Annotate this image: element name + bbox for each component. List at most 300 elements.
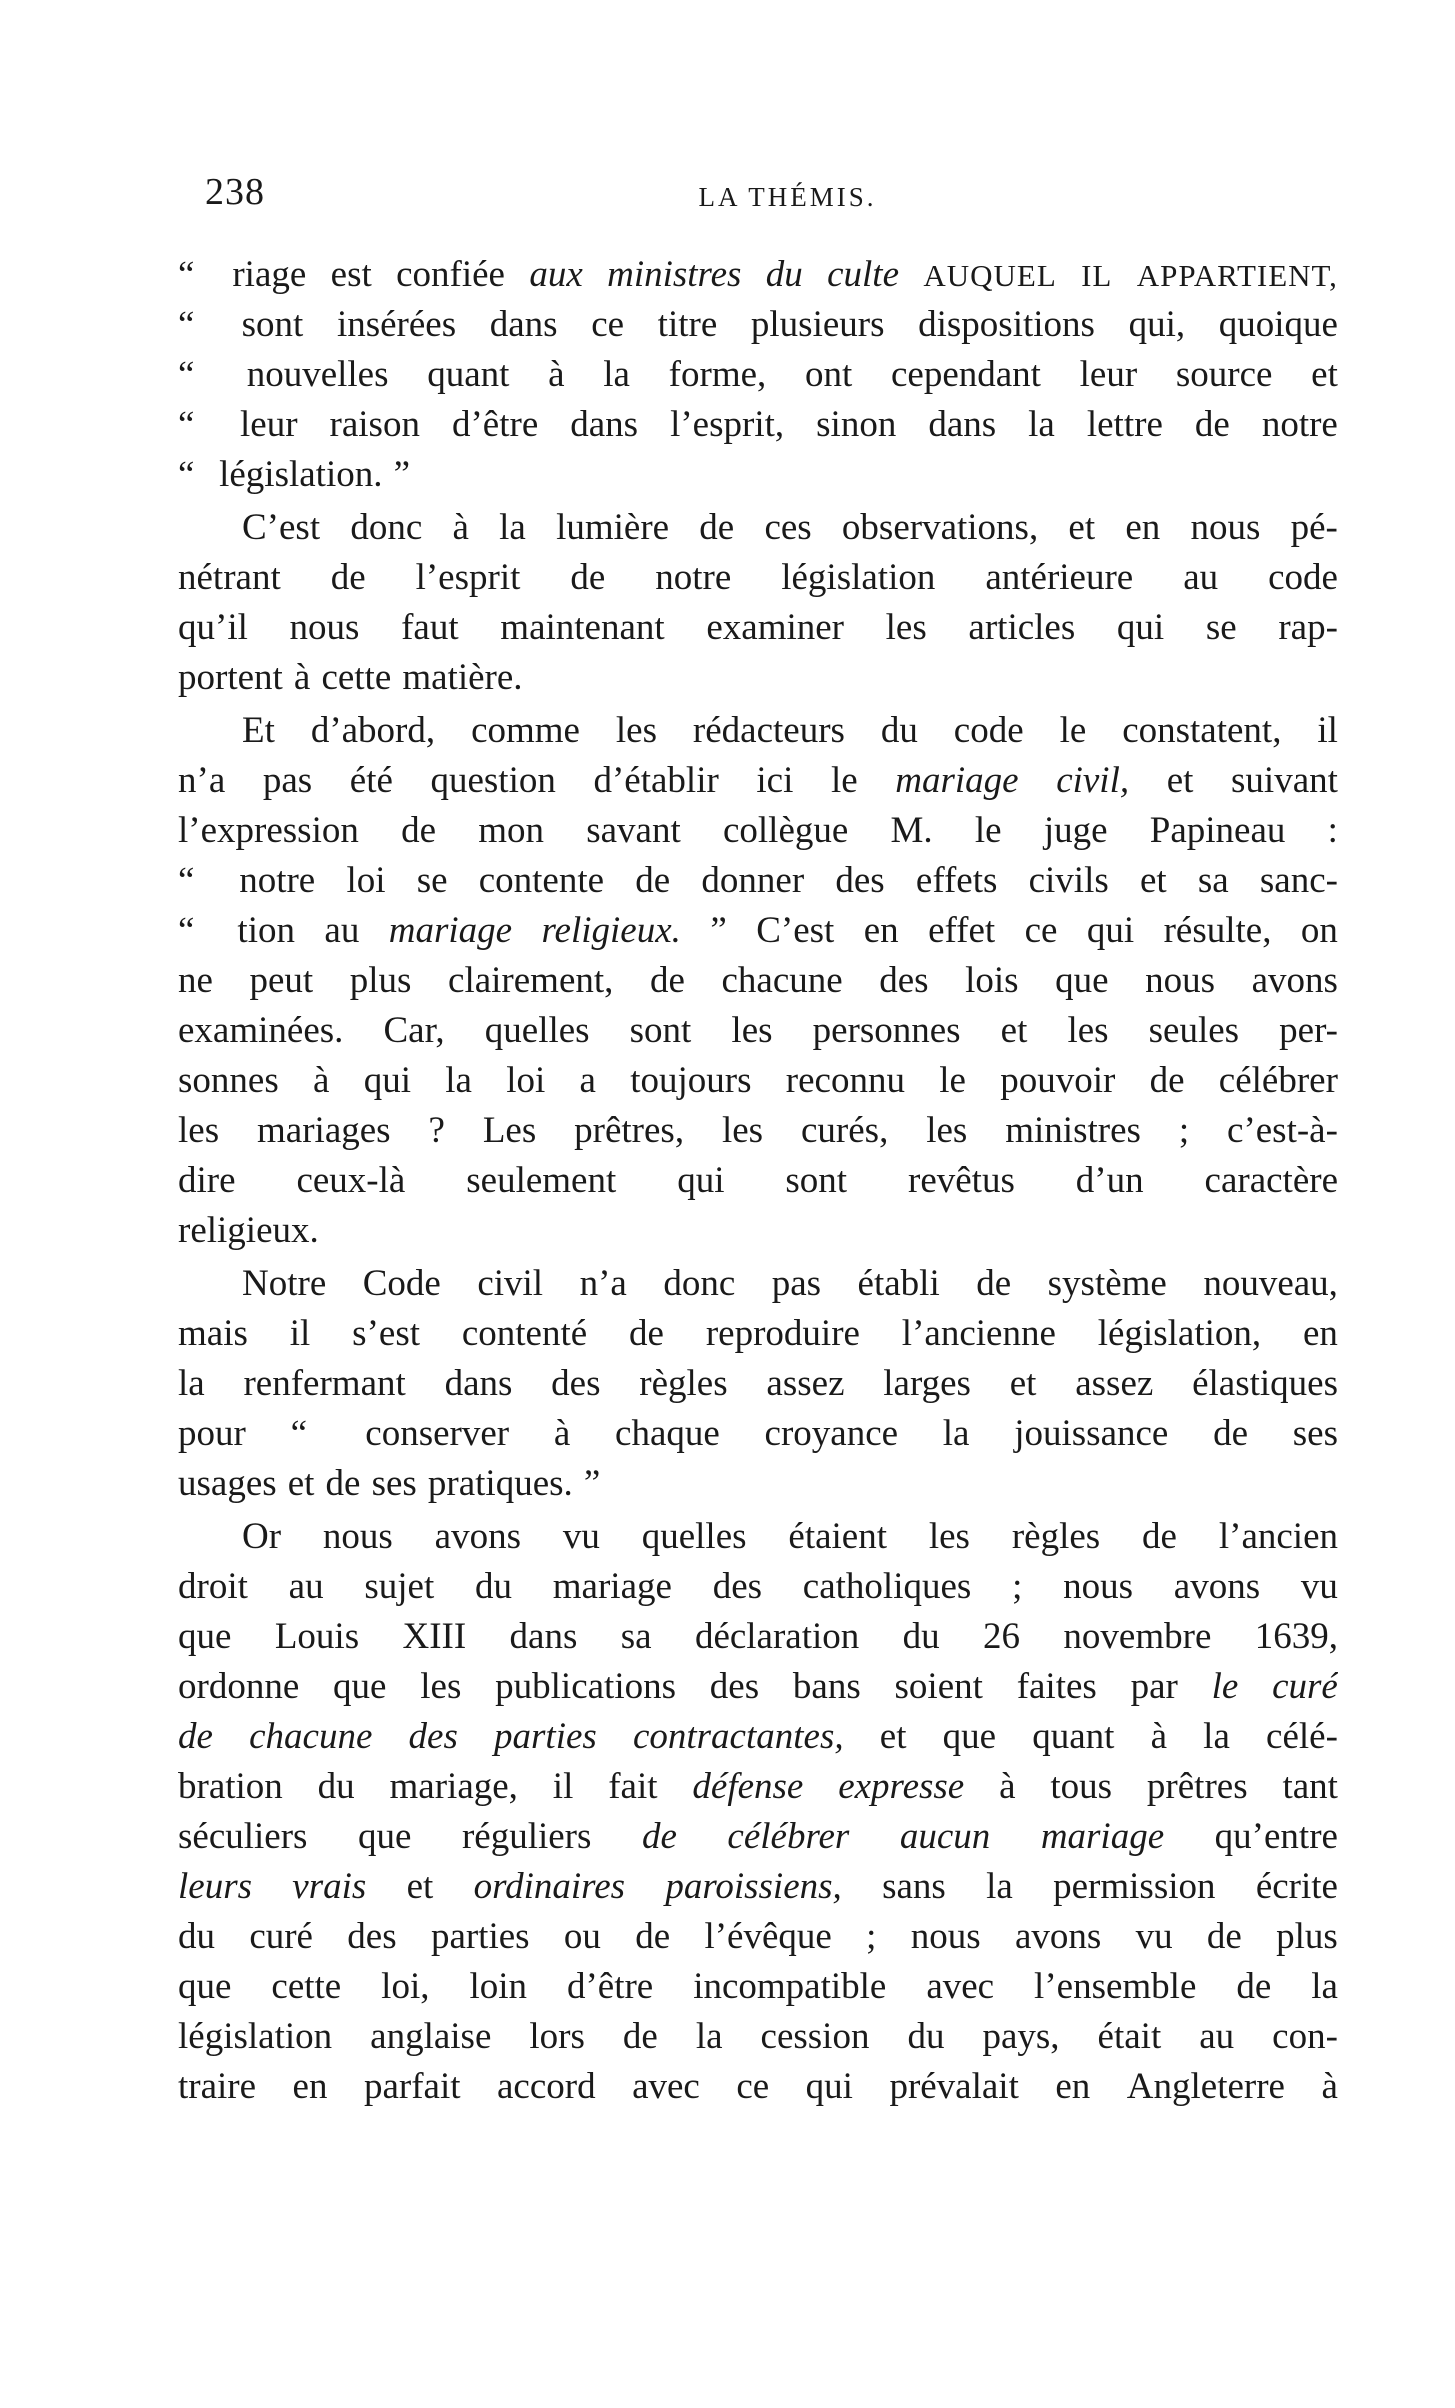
text-line xyxy=(178,856,1338,906)
word: observations, xyxy=(841,507,1039,548)
word: les xyxy=(928,1516,970,1557)
word: élastiques xyxy=(1192,1363,1338,1404)
word: la xyxy=(986,1866,1013,1907)
word: contractantes, xyxy=(632,1716,844,1757)
word: Angleterre xyxy=(1126,2066,1285,2107)
word: ne xyxy=(178,960,213,1001)
text-line xyxy=(178,1812,1338,1862)
word: du xyxy=(317,1766,355,1807)
word: quelles xyxy=(641,1516,747,1557)
text-line xyxy=(178,756,1338,806)
word: Louis xyxy=(274,1616,360,1657)
word: personnes xyxy=(812,1010,961,1051)
word: qui xyxy=(1116,607,1165,648)
word: du xyxy=(178,1916,215,1957)
word: de xyxy=(622,2016,658,2057)
word: la xyxy=(603,354,630,395)
word: nouvelles xyxy=(246,354,389,395)
text-line xyxy=(178,1156,1338,1206)
text-line xyxy=(178,1962,1338,2012)
word: les xyxy=(926,1110,968,1151)
word: à xyxy=(548,354,565,395)
word: du xyxy=(475,1566,513,1607)
word: soient xyxy=(894,1666,983,1707)
word: “ xyxy=(178,910,195,951)
word: du xyxy=(880,710,918,751)
word: était xyxy=(1097,2016,1162,2057)
text-line xyxy=(178,250,1338,300)
word: C’est xyxy=(756,910,835,951)
word: sont xyxy=(785,1160,848,1201)
word: plus xyxy=(1276,1916,1338,1957)
word: au xyxy=(288,1566,324,1607)
word: et xyxy=(1000,1010,1028,1051)
word: et xyxy=(1009,1363,1037,1404)
word: à xyxy=(553,1413,571,1454)
page-header xyxy=(205,170,1330,220)
word: bans xyxy=(792,1666,861,1707)
word: la xyxy=(1203,1716,1230,1757)
text-line xyxy=(178,1712,1338,1762)
word: mais xyxy=(178,1313,248,1354)
word: larges xyxy=(883,1363,971,1404)
word: prêtres, xyxy=(574,1110,685,1151)
word: avons xyxy=(1014,1916,1102,1957)
word: sonnes xyxy=(178,1060,279,1101)
word: dans xyxy=(509,1616,578,1657)
text-line xyxy=(178,1259,1338,1309)
word: confiée xyxy=(396,254,505,295)
word: prêtres xyxy=(1146,1766,1248,1807)
word: ceux-là xyxy=(296,1160,406,1201)
word: se xyxy=(416,860,448,901)
text-line xyxy=(178,553,1338,603)
word: pour xyxy=(178,1413,246,1454)
word: célébrer xyxy=(1218,1060,1338,1101)
word: leur xyxy=(1079,354,1138,395)
word: on xyxy=(1300,910,1338,951)
text-line xyxy=(178,1459,1338,1509)
word: est xyxy=(330,254,372,295)
word: de xyxy=(635,860,671,901)
word: portent xyxy=(178,657,283,698)
word: titre xyxy=(657,304,718,345)
word: qui, xyxy=(1128,304,1186,345)
word: la xyxy=(1311,1966,1338,2007)
word: à xyxy=(999,1766,1016,1807)
word: ces xyxy=(764,507,812,548)
word: a xyxy=(579,1060,596,1101)
word: civil xyxy=(477,1263,544,1304)
word: il xyxy=(1317,710,1338,751)
word: de xyxy=(325,1463,361,1504)
word: faut xyxy=(401,607,459,648)
word: examinées. xyxy=(178,1010,344,1051)
word: novembre xyxy=(1063,1616,1212,1657)
word: de xyxy=(641,1816,677,1857)
word: il xyxy=(289,1313,311,1354)
word: jouissance xyxy=(1014,1413,1169,1454)
word: de xyxy=(570,557,606,598)
word: cependant xyxy=(890,354,1041,395)
word: ses xyxy=(371,1463,417,1504)
word: lettre xyxy=(1086,404,1163,445)
word: sinon xyxy=(816,404,897,445)
word: d’un xyxy=(1075,1160,1144,1201)
text-line xyxy=(178,603,1338,653)
word: qui xyxy=(677,1160,725,1201)
page-number: 238 xyxy=(205,171,265,213)
text-line xyxy=(178,450,1338,500)
word: les xyxy=(615,710,657,751)
word: per- xyxy=(1279,1010,1338,1051)
word: ministres xyxy=(607,254,742,295)
word: effet xyxy=(928,910,996,951)
word: des xyxy=(879,960,929,1001)
word: ; xyxy=(1012,1566,1023,1607)
word: dans xyxy=(489,304,558,345)
word: insérées xyxy=(336,304,457,345)
word: avons xyxy=(434,1516,521,1557)
word: pas xyxy=(771,1263,822,1304)
text-line xyxy=(178,1862,1338,1912)
word: XIII xyxy=(402,1616,467,1657)
word: législation xyxy=(781,557,936,598)
word: ministres xyxy=(1005,1110,1141,1151)
word: parties xyxy=(494,1716,597,1757)
word: résulte, xyxy=(1163,910,1272,951)
word: et xyxy=(1166,760,1194,801)
word: curé xyxy=(1272,1666,1338,1707)
word: maintenant xyxy=(500,607,665,648)
word: quoique xyxy=(1218,304,1338,345)
word: AUQUEL xyxy=(923,258,1057,293)
word: mariage xyxy=(895,760,1019,801)
word: code xyxy=(953,710,1024,751)
word: sujet xyxy=(364,1566,435,1607)
word: examiner xyxy=(706,607,844,648)
word: articles xyxy=(968,607,1076,648)
word: usages xyxy=(178,1463,277,1504)
text-line xyxy=(178,1662,1338,1712)
word: savant xyxy=(586,810,681,851)
word: d’abord, xyxy=(310,710,436,751)
word: ici xyxy=(756,760,794,801)
word: dans xyxy=(570,404,639,445)
word: quelles xyxy=(484,1010,590,1051)
word: nouveau, xyxy=(1203,1263,1338,1304)
word: religieux. xyxy=(178,1210,319,1251)
word: assez xyxy=(1075,1363,1154,1404)
word: nous xyxy=(1190,507,1261,548)
word: de xyxy=(1149,1060,1185,1101)
word: pouvoir xyxy=(1000,1060,1116,1101)
word: aux xyxy=(529,254,583,295)
word: législation, xyxy=(1097,1313,1262,1354)
word: sanc- xyxy=(1259,860,1338,901)
word: nous xyxy=(910,1916,981,1957)
word: fait xyxy=(608,1766,658,1807)
word: tant xyxy=(1282,1766,1338,1807)
word: donc xyxy=(350,507,423,548)
word: s’est xyxy=(352,1313,420,1354)
word: accord xyxy=(496,2066,596,2107)
text-line xyxy=(178,906,1338,956)
word: séculiers xyxy=(178,1816,308,1857)
word: de xyxy=(976,1263,1012,1304)
word: les xyxy=(885,607,927,648)
word: paroissiens, xyxy=(665,1866,842,1907)
word: sa xyxy=(620,1616,652,1657)
word: se xyxy=(1205,607,1237,648)
word: l’expression xyxy=(178,810,359,851)
word: aucun xyxy=(899,1816,991,1857)
word: “ xyxy=(178,254,195,295)
word: publications xyxy=(495,1666,677,1707)
word: vu xyxy=(1300,1566,1338,1607)
text-line xyxy=(178,1006,1338,1056)
word: avons xyxy=(1251,960,1338,1001)
word: établi xyxy=(857,1263,940,1304)
word: de xyxy=(635,1916,671,1957)
word: cette xyxy=(321,657,392,698)
word: qui xyxy=(805,2066,853,2107)
word: d’établir xyxy=(593,760,719,801)
word: clairement, xyxy=(448,960,614,1001)
word: n’a xyxy=(178,760,226,801)
word: forme, xyxy=(668,354,767,395)
word: seules xyxy=(1148,1010,1240,1051)
word: matière. xyxy=(402,657,523,698)
word: loi, xyxy=(381,1966,430,2007)
text-line xyxy=(178,1912,1338,1962)
word: ce xyxy=(736,2066,770,2107)
word: loi xyxy=(346,860,386,901)
word: de xyxy=(330,557,366,598)
word: règles xyxy=(639,1363,728,1404)
word: de xyxy=(1194,404,1230,445)
word: sa xyxy=(1197,860,1229,901)
word: écrite xyxy=(1255,1866,1338,1907)
word: qui xyxy=(363,1060,411,1101)
word: les xyxy=(420,1666,462,1707)
word: déclaration xyxy=(694,1616,860,1657)
text-line xyxy=(178,1309,1338,1359)
word: quant xyxy=(1032,1716,1115,1757)
word: revêtus xyxy=(908,1160,1015,1201)
text-line xyxy=(178,503,1338,553)
word: célé- xyxy=(1266,1716,1338,1757)
word: le xyxy=(939,1060,966,1101)
word: pratiques. xyxy=(427,1463,573,1504)
word: la xyxy=(499,507,526,548)
word: en xyxy=(1055,2066,1091,2107)
word: loi xyxy=(506,1060,546,1101)
word: nous xyxy=(1145,960,1216,1001)
word: toujours xyxy=(630,1060,752,1101)
word: à xyxy=(313,1060,330,1101)
word: les xyxy=(1067,1010,1109,1051)
word: M. xyxy=(890,810,933,851)
word: ” xyxy=(583,1463,601,1504)
word: : xyxy=(1327,810,1338,851)
text-line xyxy=(178,1206,1338,1256)
word: collègue xyxy=(722,810,849,851)
word: ” xyxy=(710,910,727,951)
word: de xyxy=(401,810,437,851)
word: curés, xyxy=(801,1110,889,1151)
word: constatent, xyxy=(1122,710,1282,751)
word: vrais xyxy=(292,1866,367,1907)
word: culte xyxy=(827,254,899,295)
word: vu xyxy=(1135,1916,1173,1957)
word: Or xyxy=(242,1516,282,1557)
text-line xyxy=(178,2062,1338,2112)
text-line xyxy=(178,1562,1338,1612)
word: à xyxy=(293,657,311,698)
word: donner xyxy=(701,860,805,901)
word: contente xyxy=(478,860,605,901)
word: nétrant xyxy=(178,557,281,598)
word: riage xyxy=(232,254,307,295)
word: lumière xyxy=(556,507,670,548)
word: question xyxy=(430,760,556,801)
word: Notre xyxy=(242,1263,327,1304)
word: et xyxy=(287,1463,315,1504)
word: anglaise xyxy=(370,2016,492,2057)
word: l’esprit xyxy=(415,557,521,598)
word: renfermant xyxy=(243,1363,406,1404)
word: con- xyxy=(1272,2016,1338,2057)
word: parfait xyxy=(363,2066,461,2107)
word: cette xyxy=(271,1966,342,2007)
text-line xyxy=(178,1612,1338,1662)
word: APPARTIENT, xyxy=(1136,258,1338,293)
word: conserver xyxy=(365,1413,510,1454)
text-line xyxy=(178,350,1338,400)
word: Et xyxy=(242,710,275,751)
word: de xyxy=(1213,1413,1249,1454)
word: notre xyxy=(1261,404,1338,445)
word: d’être xyxy=(451,404,539,445)
word: mariages xyxy=(257,1110,391,1151)
word: qui xyxy=(1086,910,1135,951)
word: “ xyxy=(290,1413,307,1454)
word: l’ancien xyxy=(1218,1516,1338,1557)
text-line xyxy=(178,956,1338,1006)
word: au xyxy=(324,910,360,951)
word: ou xyxy=(563,1916,601,1957)
word: de xyxy=(178,1716,213,1757)
word: reconnu xyxy=(785,1060,905,1101)
word: et xyxy=(1139,860,1167,901)
word: et xyxy=(406,1866,434,1907)
word: parties xyxy=(430,1916,530,1957)
word: des xyxy=(709,1666,760,1707)
word: les xyxy=(178,1110,220,1151)
word: il xyxy=(552,1766,574,1807)
word: ? xyxy=(428,1110,445,1151)
text-line xyxy=(178,653,1338,703)
word: contenté xyxy=(461,1313,588,1354)
word: Code xyxy=(362,1263,441,1304)
word: traire xyxy=(178,2066,257,2107)
word: en xyxy=(1125,507,1161,548)
word: mon xyxy=(478,810,545,851)
word: à xyxy=(1321,2066,1338,2107)
word: nous xyxy=(289,607,360,648)
word: que xyxy=(942,1716,997,1757)
word: bration xyxy=(178,1766,283,1807)
word: mariage, xyxy=(389,1766,518,1807)
word: avec xyxy=(632,2066,700,2107)
word: des xyxy=(835,860,885,901)
word: vu xyxy=(562,1516,600,1557)
word: étaient xyxy=(788,1516,887,1557)
word: nous xyxy=(322,1516,393,1557)
word: juge xyxy=(1043,810,1108,851)
word: suivant xyxy=(1231,760,1338,801)
word: lors xyxy=(529,2016,585,2057)
word: et xyxy=(1068,507,1096,548)
word: des xyxy=(712,1566,763,1607)
word: chaque xyxy=(615,1413,720,1454)
text-line xyxy=(178,706,1338,756)
word: “ xyxy=(178,404,195,445)
text-line xyxy=(178,1762,1338,1812)
word: croyance xyxy=(764,1413,899,1454)
word: c’est-à- xyxy=(1227,1110,1338,1151)
word: le xyxy=(830,760,858,801)
word: ses xyxy=(1292,1413,1338,1454)
word: catholiques xyxy=(802,1566,972,1607)
word: droit xyxy=(178,1566,248,1607)
word: “ xyxy=(178,354,195,395)
word: le xyxy=(1059,710,1087,751)
word: dans xyxy=(444,1363,513,1404)
word: de xyxy=(1206,1916,1242,1957)
word: leur xyxy=(240,404,298,445)
word: reproduire xyxy=(705,1313,860,1354)
word: qu’entre xyxy=(1214,1816,1338,1857)
word: Papineau xyxy=(1149,810,1286,851)
text-line xyxy=(178,400,1338,450)
word: sont xyxy=(629,1010,692,1051)
word: permission xyxy=(1053,1866,1216,1907)
body-text xyxy=(178,250,1338,2112)
word: curé xyxy=(249,1916,313,1957)
word: célébrer xyxy=(727,1816,850,1857)
text-line xyxy=(178,1359,1338,1409)
text-line xyxy=(178,1106,1338,1156)
word: antérieure xyxy=(985,557,1134,598)
word: peut xyxy=(249,960,314,1001)
word: l’ensemble xyxy=(1034,1966,1197,2007)
word: ; xyxy=(866,1916,877,1957)
word: mariage xyxy=(388,910,513,951)
word: la xyxy=(1028,404,1055,445)
word: source xyxy=(1175,354,1273,395)
word: ont xyxy=(804,354,853,395)
word: civil, xyxy=(1056,760,1130,801)
word: que xyxy=(178,1966,232,2007)
word: législation. xyxy=(219,454,383,495)
word: le xyxy=(1211,1666,1239,1707)
word: civils xyxy=(1028,860,1109,901)
word: ordonne xyxy=(178,1666,300,1707)
word: ce xyxy=(1024,910,1058,951)
word: pé- xyxy=(1290,507,1338,548)
